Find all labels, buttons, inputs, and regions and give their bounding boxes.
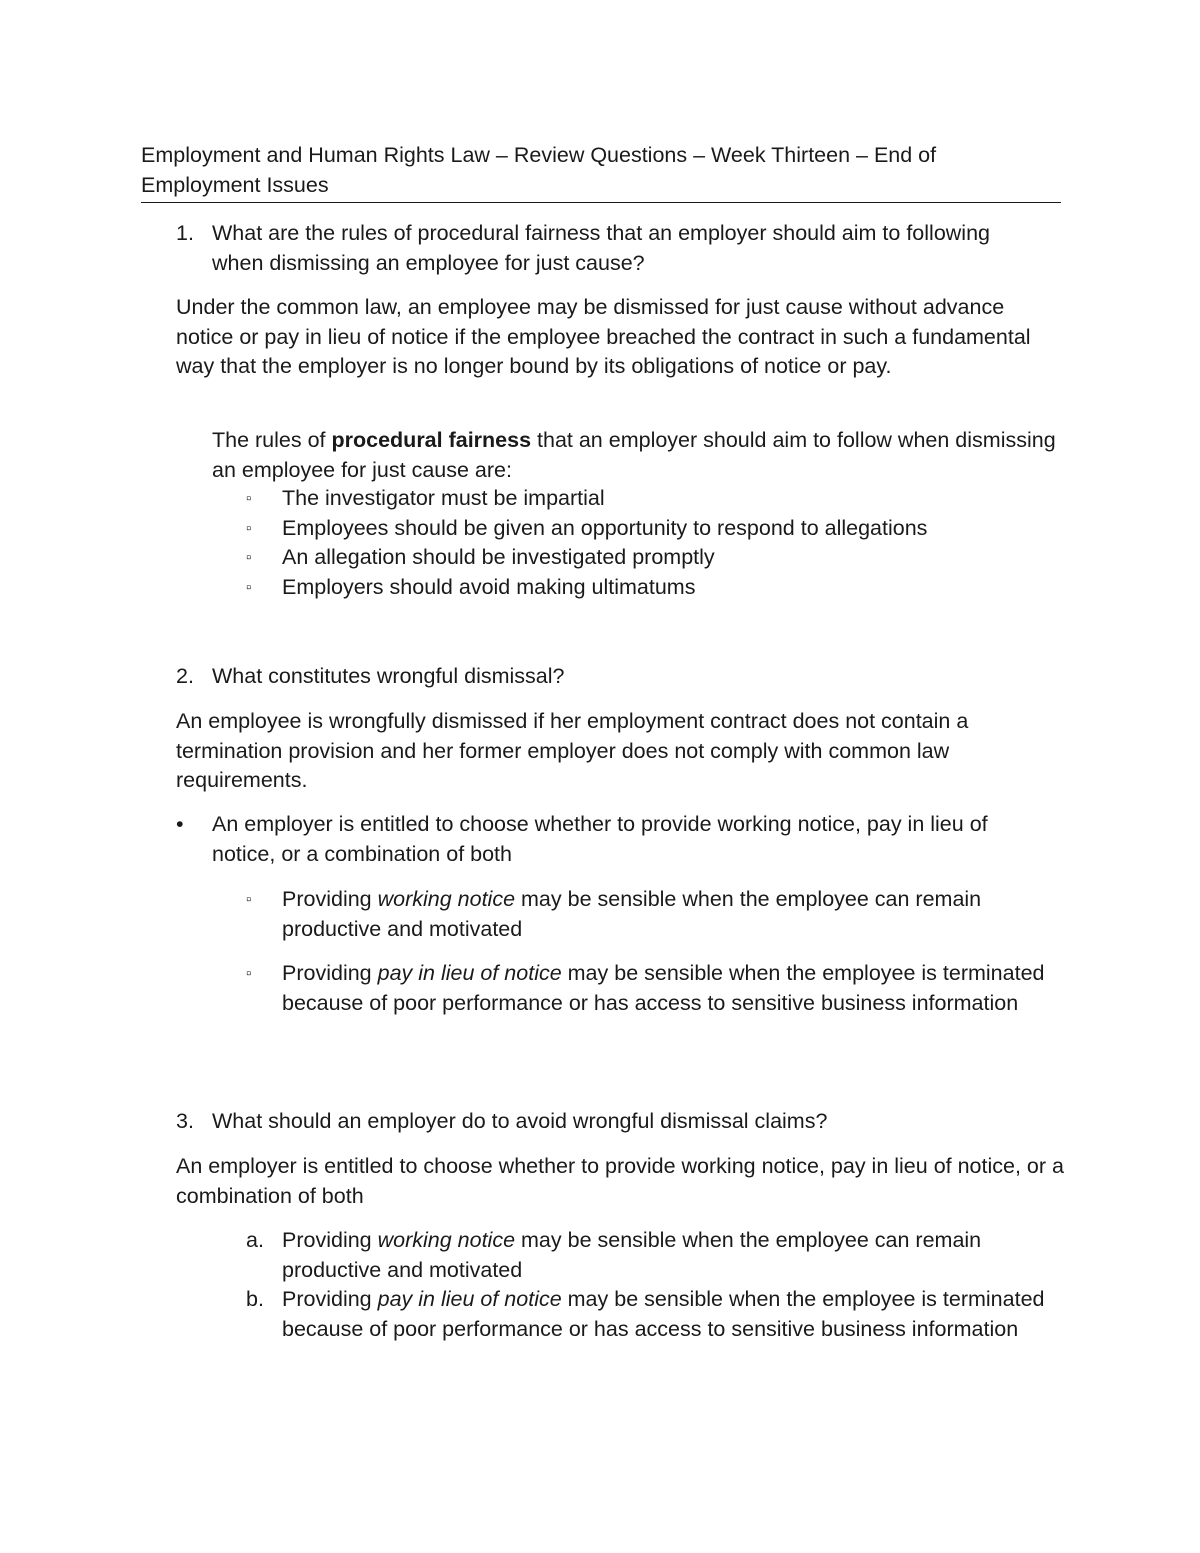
list-item-italic: working notice (377, 887, 516, 911)
list-item (246, 1285, 1066, 1344)
list-letter: b. (246, 1287, 264, 1311)
list-item-after: may be sensible when the employee can remain productive and motivated (282, 1228, 982, 1282)
answer-paragraph: Under the common law, an employee may be dismissed for just cause without advance notice or pay in lieu of notice if the employee breached the contract in such a fundamental way that the employer is no longer bound by its obligations of notice or pay. (176, 295, 1031, 378)
list-item (246, 1226, 1066, 1285)
question-1 (176, 219, 1036, 278)
rules-intro-bold: procedural fairness (331, 428, 532, 452)
list-item (246, 543, 1066, 573)
lettered-list (246, 1226, 1066, 1344)
rules-intro-before: The rules of (212, 428, 332, 452)
list-item-text: Employees should be given an opportunity to respond to allegations (282, 515, 928, 540)
list-item (246, 885, 1066, 944)
list-item-before: Providing (282, 1287, 378, 1311)
square-bullet-icon: ▫ (246, 965, 252, 982)
list-item-before: Providing (282, 961, 378, 985)
list-item-after: may be sensible when the employee can remain productive and motivated (282, 887, 982, 941)
square-bullet-icon: ▫ (246, 519, 252, 537)
question-text: What constitutes wrongful dismissal? (212, 664, 565, 688)
square-bullet-icon: ▫ (246, 490, 252, 507)
answer-paragraph: An employer is entitled to choose whether to provide working notice, pay in lieu of notice, or a combination of both (176, 1154, 1064, 1208)
list-letter: a. (246, 1228, 264, 1252)
question-3 (176, 1107, 1036, 1137)
list-item-after: may be sensible when the employee is terminated because of poor performance or has access to sensitive business information (282, 961, 1045, 1015)
list-item-text: Employers should avoid making ultimatums (282, 574, 696, 599)
list-item (246, 959, 1066, 1018)
list-item (246, 573, 1066, 603)
list-item-italic: pay in lieu of notice (377, 1287, 562, 1311)
sub-list (246, 885, 1066, 944)
list-item (246, 514, 1066, 544)
question-text: What should an employer do to avoid wrongful dismissal claims? (212, 1109, 828, 1133)
rules-intro-after: that an employer should aim to follow when dismissing an employee for just cause are: (212, 428, 1056, 482)
answer-paragraph: An employee is wrongfully dismissed if her employment contract does not contain a termination provision and her former employer does not comply with common law requirements. (176, 709, 969, 792)
list-item-text: The investigator must be impartial (282, 486, 605, 510)
list-item-text: An allegation should be investigated promptly (282, 545, 715, 569)
sub-list (246, 959, 1066, 1018)
rules-list (246, 484, 1066, 602)
question-number: 3. (176, 1109, 194, 1133)
list-item-italic: pay in lieu of notice (377, 961, 562, 985)
square-bullet-icon: ▫ (246, 891, 252, 908)
rules-intro (212, 426, 1062, 485)
bullet-text: An employer is entitled to choose whether to provide working notice, pay in lieu of notice, or a combination of both (212, 812, 988, 866)
list-item (246, 484, 1066, 514)
list-item-before: Providing (282, 1228, 378, 1252)
square-bullet-icon: ▫ (246, 578, 252, 596)
list-item-after: may be sensible when the employee is terminated because of poor performance or has access to sensitive business information (282, 1287, 1045, 1341)
list-item-italic: working notice (377, 1228, 516, 1252)
question-text: What are the rules of procedural fairness that an employer should aim to following when dismissing an employee for just cause? (212, 221, 990, 275)
question-2 (176, 662, 1036, 692)
question-number: 1. (176, 221, 194, 245)
list-item-before: Providing (282, 887, 378, 911)
square-bullet-icon: ▫ (246, 549, 252, 566)
bullet-item (176, 810, 1056, 869)
dot-bullet-icon: • (176, 812, 184, 836)
question-number: 2. (176, 664, 194, 688)
document-title: Employment and Human Rights Law – Review Questions – Week Thirteen – End of Employment Issues (141, 141, 1061, 203)
